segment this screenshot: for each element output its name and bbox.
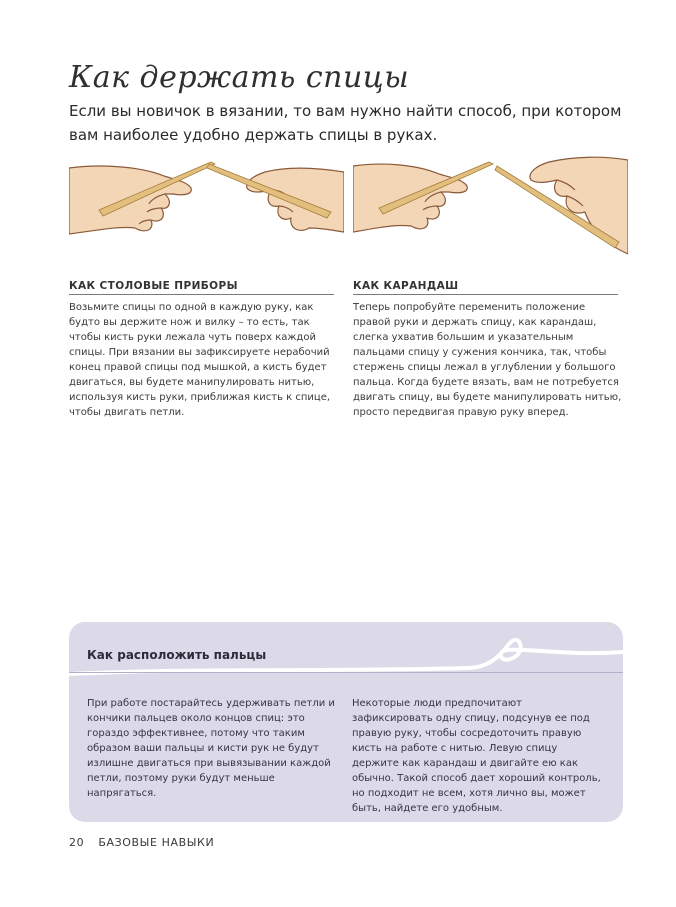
tip-box-divider: [69, 672, 623, 673]
footer-section: БАЗОВЫЕ НАВЫКИ: [98, 836, 215, 849]
illustration-cutlery-hold: [69, 150, 344, 272]
section-heading-cutlery: КАК СТОЛОВЫЕ ПРИБОРЫ: [69, 280, 238, 292]
intro-paragraph: Если вы новичок в вязании, то вам нужно найти способ, при котором вам наиболее удобно держать спицы в руках.: [69, 102, 622, 144]
section-heading-pencil: КАК КАРАНДАШ: [353, 280, 459, 292]
tip-box: [69, 622, 623, 822]
page-footer: [69, 836, 214, 849]
section-divider: [353, 294, 618, 295]
illustration-pencil-hold: [353, 150, 628, 272]
tip-box-title: Как расположить пальцы: [87, 648, 267, 662]
tip-box-text-left: При работе постарайтесь удерживать петли и кончики пальцев около концов спиц: это гораздо эффективнее, потому что таким образом ваши пальцы и кисти рук не будут излишне двигаться при вывязывании каждой петли, поэтому руки будут меньше напрягаться.: [87, 698, 335, 799]
section-text-pencil: Теперь попробуйте переменить положение правой руки и держать спицу, как карандаш, слегка ухватив большим и указательным пальцами спицу у сужения кончика, так, чтобы стержень спицы лежал в углублении у большого пальца. Когда будете вязать, вам не потребуется двигать спицу, вы будете манипулировать нитью, просто передвигая правую руку вперед.: [353, 302, 622, 418]
section-divider: [69, 294, 334, 295]
page-title: Как держать спицы: [69, 60, 410, 95]
tip-box-text-right: Некоторые люди предпочитают зафиксировать одну спицу, подсунув ее под правую руку, чтобы сосредоточить правую кисть на работе с нитью. Левую спицу держите как карандаш и двигайте ею как обычно. Такой способ дает хороший контроль, но подходит не всем, хотя лично вы, может быть, найдете его удобным.: [352, 698, 601, 814]
page-number: 20: [69, 836, 85, 849]
section-text-cutlery: Возьмите спицы по одной в каждую руку, как будто вы держите нож и вилку – то есть, так чтобы кисть руки лежала чуть поверх каждой спицы. При вязании вы зафиксируете нерабочий конец правой спицы под мышкой, а кисть будет двигаться, вы будете манипулировать нитью, используя кисть руки, приближая кисть к спице, чтобы двигать петли.: [69, 302, 331, 418]
